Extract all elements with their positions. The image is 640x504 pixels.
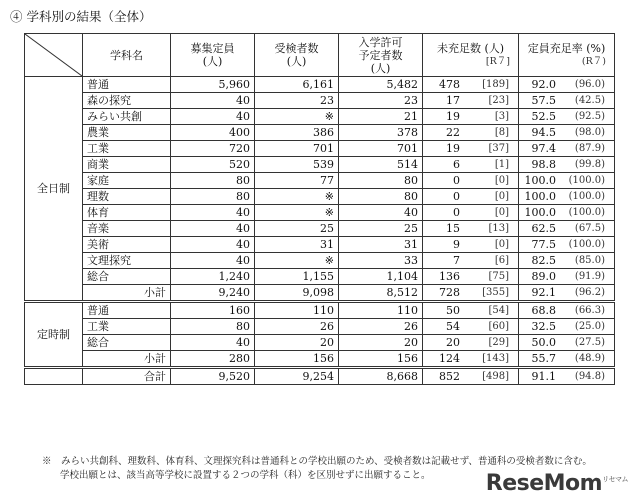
table-row (25, 77, 615, 93)
applicants-cell: 9,098 (255, 285, 339, 302)
rate-cell-value: 50.0 (531, 336, 556, 349)
table-row (25, 269, 615, 285)
shortfall-cell (423, 269, 519, 285)
table-row (25, 125, 615, 141)
rate-cell (519, 351, 615, 368)
shortfall-cell-r7: [13] (488, 223, 509, 234)
shortfall-cell (423, 125, 519, 141)
applicants-cell: ※ (255, 189, 339, 205)
shortfall-cell-value: 17 (446, 94, 460, 107)
rate-cell-r7: (25.0) (574, 321, 605, 332)
table-row (25, 189, 615, 205)
shortfall-cell-r7: [189] (482, 79, 509, 90)
shortfall-cell-value: 15 (446, 222, 460, 235)
capacity-cell: 40 (171, 253, 255, 269)
rate-cell (519, 253, 615, 269)
applicants-cell: 25 (255, 221, 339, 237)
dept-name: 理数 (83, 189, 171, 205)
capacity-cell: 400 (171, 125, 255, 141)
rate-cell (519, 237, 615, 253)
subtotal-row (25, 285, 615, 302)
rate-cell-value: 100.0 (524, 206, 556, 219)
table-row (25, 302, 615, 319)
dept-name: 森の探究 (83, 93, 171, 109)
applicants-cell: ※ (255, 253, 339, 269)
applicants-cell: 156 (255, 351, 339, 368)
rate-cell (519, 77, 615, 93)
table-row (25, 93, 615, 109)
dept-name: 工業 (83, 141, 171, 157)
total-label: 合計 (83, 368, 171, 385)
rate-cell-r7: (94.8) (574, 371, 605, 382)
shortfall-cell-value: 19 (446, 142, 460, 155)
dept-name: 体育 (83, 205, 171, 221)
admitted-cell: 80 (339, 189, 423, 205)
table-row (25, 173, 615, 189)
shortfall-cell (423, 157, 519, 173)
admitted-cell: 21 (339, 109, 423, 125)
dept-name: 商業 (83, 157, 171, 173)
shortfall-cell-r7: [143] (482, 353, 509, 364)
capacity-cell: 40 (171, 335, 255, 351)
rate-cell-r7: (96.0) (574, 79, 605, 90)
admitted-cell: 1,104 (339, 269, 423, 285)
rate-cell-value: 97.4 (531, 142, 556, 155)
admitted-cell: 40 (339, 205, 423, 221)
rate-cell-value: 98.8 (531, 158, 556, 171)
shortfall-cell-value: 728 (439, 286, 460, 299)
capacity-cell: 40 (171, 205, 255, 221)
shortfall-cell-value: 22 (446, 126, 460, 139)
rate-cell-value: 89.0 (531, 270, 556, 283)
rate-cell-r7: (48.9) (574, 353, 605, 364)
dept-name: 小計 (83, 351, 171, 368)
rate-cell (519, 221, 615, 237)
shortfall-cell-r7: [60] (488, 321, 509, 332)
subtotal-row (25, 351, 615, 368)
rate-cell-r7: (96.2) (574, 287, 605, 298)
group-label: 定時制 (25, 302, 83, 368)
rate-cell-r7: (85.0) (574, 255, 605, 266)
dept-name: みらい共創 (83, 109, 171, 125)
rate-cell-value: 55.7 (531, 352, 556, 365)
shortfall-cell (423, 285, 519, 302)
header-admitted: 入学許可 予定者数 (人) (339, 34, 423, 77)
applicants-cell: 20 (255, 335, 339, 351)
admitted-cell: 25 (339, 221, 423, 237)
rate-cell-value: 77.5 (531, 238, 556, 251)
capacity-cell: 40 (171, 93, 255, 109)
shortfall-cell-r7: [0] (494, 191, 509, 202)
rate-cell-r7: (27.5) (574, 337, 605, 348)
dept-name: 音楽 (83, 221, 171, 237)
rate-cell (519, 335, 615, 351)
shortfall-cell (423, 335, 519, 351)
shortfall-cell-value: 50 (446, 304, 460, 317)
admitted-cell: 33 (339, 253, 423, 269)
rate-cell (519, 302, 615, 319)
rate-cell-r7: (100.0) (568, 207, 605, 218)
shortfall-cell (423, 141, 519, 157)
rate-cell-value: 52.5 (531, 110, 556, 123)
shortfall-cell-value: 124 (439, 352, 460, 365)
rate-cell (519, 157, 615, 173)
shortfall-cell (423, 319, 519, 335)
table-row (25, 253, 615, 269)
table-caption: ④ 学科別の結果（全体） (10, 9, 152, 24)
capacity-cell: 80 (171, 189, 255, 205)
shortfall-cell-value: 852 (439, 370, 460, 383)
applicants-cell: 6,161 (255, 77, 339, 93)
rate-cell-r7: (100.0) (568, 239, 605, 250)
capacity-cell: 40 (171, 221, 255, 237)
rate-cell-value: 100.0 (524, 190, 556, 203)
shortfall-cell-r7: [3] (494, 111, 509, 122)
rate-cell-r7: (42.5) (574, 95, 605, 106)
header-name: 学科名 (83, 34, 171, 77)
header-capacity: 募集定員 (人) (171, 34, 255, 77)
shortfall-cell-value: 478 (439, 78, 460, 91)
rate-cell-value: 82.5 (531, 254, 556, 267)
rate-cell (519, 368, 615, 385)
capacity-cell: 80 (171, 319, 255, 335)
table-row (25, 141, 615, 157)
applicants-cell: 539 (255, 157, 339, 173)
rate-cell (519, 205, 615, 221)
shortfall-cell-r7: [0] (494, 239, 509, 250)
admitted-cell: 110 (339, 302, 423, 319)
footnote-1: ※ みらい共創科、理数科、体育科、文理探究科は普通科との学校出願のため、受検者数は記載せず、普通科の受検者数に含む。 (42, 456, 592, 467)
rate-cell (519, 319, 615, 335)
rate-cell-value: 92.1 (531, 286, 556, 299)
table-row (25, 237, 615, 253)
shortfall-cell (423, 253, 519, 269)
capacity-cell: 5,960 (171, 77, 255, 93)
admitted-cell: 31 (339, 237, 423, 253)
shortfall-cell-r7: [8] (494, 127, 509, 138)
applicants-cell: ※ (255, 109, 339, 125)
shortfall-cell (423, 351, 519, 368)
admitted-cell: 20 (339, 335, 423, 351)
shortfall-cell (423, 109, 519, 125)
rate-cell-r7: (91.9) (574, 271, 605, 282)
shortfall-cell-r7: [37] (488, 143, 509, 154)
shortfall-cell (423, 93, 519, 109)
shortfall-cell (423, 237, 519, 253)
capacity-cell: 1,240 (171, 269, 255, 285)
rate-cell-value: 57.5 (531, 94, 556, 107)
rate-cell (519, 173, 615, 189)
resemom-logo: ReseMom$^{リセマム}$ (485, 471, 628, 496)
capacity-cell: 520 (171, 157, 255, 173)
applicants-cell: 701 (255, 141, 339, 157)
dept-name: 小計 (83, 285, 171, 302)
rate-cell-r7: (100.0) (568, 191, 605, 202)
dept-name: 普通 (83, 77, 171, 93)
shortfall-cell-r7: [0] (494, 175, 509, 186)
capacity-cell: 9,520 (171, 368, 255, 385)
rate-cell-r7: (100.0) (568, 175, 605, 186)
applicants-cell: 23 (255, 93, 339, 109)
capacity-cell: 160 (171, 302, 255, 319)
capacity-cell: 280 (171, 351, 255, 368)
applicants-cell: 9,254 (255, 368, 339, 385)
footnote-2: 学校出願とは、該当高等学校に設置する２つの学科（科）を区別せずに出願すること。 (60, 470, 431, 481)
shortfall-cell (423, 368, 519, 385)
admitted-cell: 378 (339, 125, 423, 141)
header-row (25, 34, 615, 77)
rate-cell-r7: (87.9) (574, 143, 605, 154)
shortfall-cell-r7: [54] (488, 305, 509, 316)
rate-cell (519, 93, 615, 109)
shortfall-cell (423, 189, 519, 205)
rate-cell-r7: (66.3) (574, 305, 605, 316)
group-label: 全日制 (25, 77, 83, 302)
rate-cell-value: 92.0 (531, 78, 556, 91)
capacity-cell: 40 (171, 109, 255, 125)
table-row (25, 205, 615, 221)
rate-cell-value: 62.5 (531, 222, 556, 235)
total-blank (25, 368, 83, 385)
table-row (25, 109, 615, 125)
dept-name: 家庭 (83, 173, 171, 189)
shortfall-cell-value: 7 (453, 254, 460, 267)
shortfall-cell-value: 136 (439, 270, 460, 283)
table-row (25, 319, 615, 335)
shortfall-cell (423, 77, 519, 93)
shortfall-cell-value: 19 (446, 110, 460, 123)
shortfall-cell (423, 302, 519, 319)
admitted-cell: 80 (339, 173, 423, 189)
applicants-cell: 31 (255, 237, 339, 253)
total-row (25, 368, 615, 385)
admitted-cell: 701 (339, 141, 423, 157)
rate-cell-value: 94.5 (531, 126, 556, 139)
header-rate: 定員充足率 (%) (R７) (519, 34, 615, 77)
capacity-cell: 80 (171, 173, 255, 189)
shortfall-cell-r7: [1] (494, 159, 509, 170)
rate-cell-r7: (99.8) (574, 159, 605, 170)
applicants-cell: 77 (255, 173, 339, 189)
shortfall-cell (423, 173, 519, 189)
applicants-cell: ※ (255, 205, 339, 221)
shortfall-cell (423, 205, 519, 221)
rate-cell-value: 32.5 (531, 320, 556, 333)
corner-cell (25, 34, 83, 77)
rate-cell (519, 125, 615, 141)
rate-cell-r7: (67.5) (574, 223, 605, 234)
shortfall-cell-value: 20 (446, 336, 460, 349)
rate-cell-value: 100.0 (524, 174, 556, 187)
shortfall-cell-r7: [355] (482, 287, 509, 298)
shortfall-cell-value: 6 (453, 158, 460, 171)
shortfall-cell-value: 9 (453, 238, 460, 251)
rate-cell-value: 68.8 (531, 304, 556, 317)
shortfall-cell-r7: [6] (494, 255, 509, 266)
shortfall-cell-r7: [75] (488, 271, 509, 282)
admitted-cell: 5,482 (339, 77, 423, 93)
rate-cell (519, 285, 615, 302)
results-table (24, 33, 615, 385)
admitted-cell: 156 (339, 351, 423, 368)
capacity-cell: 720 (171, 141, 255, 157)
shortfall-cell-r7: [23] (488, 95, 509, 106)
header-shortfall: 未充足数 (人) [R７] (423, 34, 519, 77)
shortfall-cell (423, 221, 519, 237)
dept-name: 農業 (83, 125, 171, 141)
table-row (25, 157, 615, 173)
shortfall-cell-value: 54 (446, 320, 460, 333)
applicants-cell: 1,155 (255, 269, 339, 285)
table-row (25, 221, 615, 237)
capacity-cell: 9,240 (171, 285, 255, 302)
admitted-cell: 26 (339, 319, 423, 335)
table-row (25, 335, 615, 351)
shortfall-cell-value: 0 (453, 206, 460, 219)
dept-name: 総合 (83, 269, 171, 285)
rate-cell (519, 141, 615, 157)
rate-cell-r7: (98.0) (574, 127, 605, 138)
dept-name: 総合 (83, 335, 171, 351)
dept-name: 普通 (83, 302, 171, 319)
shortfall-cell-value: 0 (453, 174, 460, 187)
rate-cell (519, 269, 615, 285)
rate-cell (519, 189, 615, 205)
applicants-cell: 386 (255, 125, 339, 141)
admitted-cell: 8,512 (339, 285, 423, 302)
dept-name: 文理探究 (83, 253, 171, 269)
dept-name: 工業 (83, 319, 171, 335)
shortfall-cell-r7: [498] (482, 371, 509, 382)
dept-name: 美術 (83, 237, 171, 253)
admitted-cell: 23 (339, 93, 423, 109)
admitted-cell: 514 (339, 157, 423, 173)
shortfall-cell-value: 0 (453, 190, 460, 203)
shortfall-cell-r7: [0] (494, 207, 509, 218)
applicants-cell: 26 (255, 319, 339, 335)
capacity-cell: 40 (171, 237, 255, 253)
rate-cell-r7: (92.5) (574, 111, 605, 122)
shortfall-cell-r7: [29] (488, 337, 509, 348)
applicants-cell: 110 (255, 302, 339, 319)
rate-cell (519, 109, 615, 125)
header-applicants: 受検者数 (人) (255, 34, 339, 77)
admitted-cell: 8,668 (339, 368, 423, 385)
rate-cell-value: 91.1 (531, 370, 556, 383)
